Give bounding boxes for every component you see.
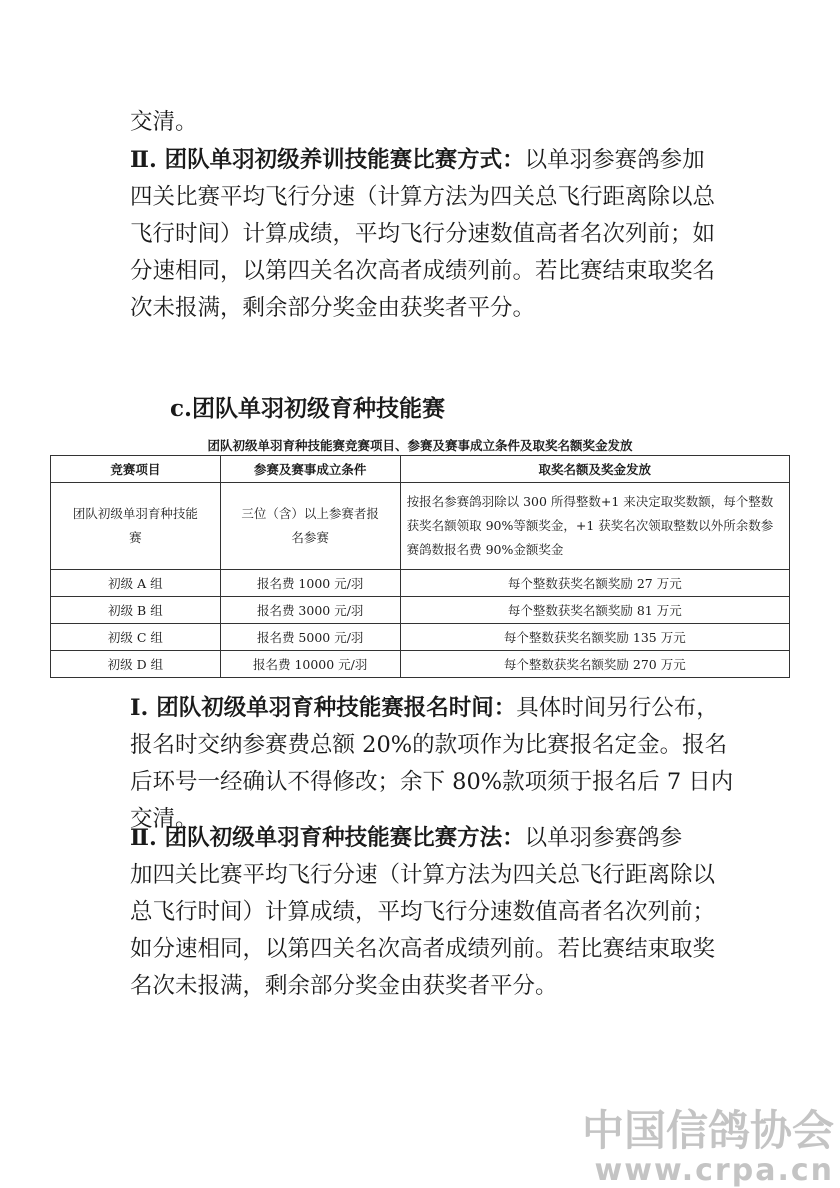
table-row [51, 624, 790, 651]
section2-paragraph [130, 690, 734, 838]
text-line: 交清。 [130, 109, 198, 135]
section1-line-0: 以单羽参赛鸽参加 [524, 147, 705, 173]
table-row [51, 651, 790, 678]
header-condition: 参赛及赛事成立条件 [220, 456, 400, 483]
cell-award: 按报名参赛鸽羽除以 300 所得整数+1 来决定取奖数额，每个整数获奖名额领取 90%等额奖金，+1 获奖名次领取整数以外所余数参赛鸽数报名费 90%金额奖金 [400, 483, 789, 570]
cell-condition: 三位（含）以上参赛者报名参赛 [220, 483, 400, 570]
section3-line-1: 加四关比赛平均飞行分速（计算方法为四关总飞行距离除以 [130, 862, 716, 888]
cell-fee: 报名费 10000 元/羽 [220, 651, 400, 678]
fee-table [50, 455, 790, 678]
cell-item: 初级 D 组 [51, 651, 221, 678]
table-row [51, 483, 790, 570]
section3-paragraph [130, 820, 720, 1005]
cell-award: 每个整数获奖名额奖励 27 万元 [400, 570, 789, 597]
cell-item: 团队初级单羽育种技能赛 [51, 483, 221, 570]
section3-line-0: 以单羽参赛鸽参 [524, 825, 683, 851]
cell-fee: 报名费 1000 元/羽 [220, 570, 400, 597]
text-line [130, 820, 720, 857]
text-line [130, 142, 720, 179]
table-row [51, 597, 790, 624]
section3-line-2: 总飞行时间）计算成绩，平均飞行分速数值高者名次列前； [130, 899, 716, 925]
text-line [130, 690, 720, 727]
table-header-row [51, 456, 790, 483]
section2-line-3: 交清。 [130, 806, 198, 832]
header-item: 竞赛项目 [51, 456, 221, 483]
section2-line-1: 报名时交纳参赛费总额 20%的款项作为比赛报名定金。报名 [130, 732, 728, 758]
watermark-name: 中国信鸽协会 [581, 1106, 834, 1155]
cell-item: 初级 B 组 [51, 597, 221, 624]
section1-paragraph [130, 142, 720, 327]
top-paragraph [130, 104, 720, 141]
cell-fee: 报名费 5000 元/羽 [220, 624, 400, 651]
watermark-url: www.crpa.cn [594, 1153, 834, 1188]
cell-award: 每个整数获奖名额奖励 270 万元 [400, 651, 789, 678]
header-award: 取奖名额及奖金发放 [400, 456, 789, 483]
section3-heading: Ⅱ. 团队初级单羽育种技能赛比赛方法： [130, 825, 525, 851]
cell-item: 初级 A 组 [51, 570, 221, 597]
cell-item: 初级 C 组 [51, 624, 221, 651]
section-title: c.团队单羽初级育种技能赛 [170, 395, 446, 422]
section1-line-2: 飞行时间）计算成绩，平均飞行分速数值高者名次列前；如 [130, 221, 716, 247]
section3-line-3: 如分速相同，以第四关名次高者成绩列前。若比赛结束取奖 [130, 936, 716, 962]
section2-heading: Ⅰ. 团队初级单羽育种技能赛报名时间： [130, 695, 517, 721]
table-row [51, 570, 790, 597]
section2-line-2: 后环号一经确认不得修改；余下 80%款项须于报名后 7 日内 [130, 769, 734, 795]
section1-line-4: 次未报满，剩余部分奖金由获奖者平分。 [130, 295, 536, 321]
cell-fee: 报名费 3000 元/羽 [220, 597, 400, 624]
section1-line-3: 分速相同，以第四关名次高者成绩列前。若比赛结束取奖名 [130, 258, 716, 284]
cell-award: 每个整数获奖名额奖励 81 万元 [400, 597, 789, 624]
section1-heading: Ⅱ. 团队单羽初级养训技能赛比赛方式： [130, 147, 525, 173]
section3-line-4: 名次未报满，剩余部分奖金由获奖者平分。 [130, 973, 558, 999]
section1-line-1: 四关比赛平均飞行分速（计算方法为四关总飞行距离除以总 [130, 184, 716, 210]
table-caption: 团队初级单羽育种技能赛竞赛项目、参赛及赛事成立条件及取奖名额奖金发放 [207, 438, 633, 453]
watermark [582, 1108, 834, 1188]
section2-line-0: 具体时间另行公布， [516, 695, 719, 721]
cell-award: 每个整数获奖名额奖励 135 万元 [400, 624, 789, 651]
